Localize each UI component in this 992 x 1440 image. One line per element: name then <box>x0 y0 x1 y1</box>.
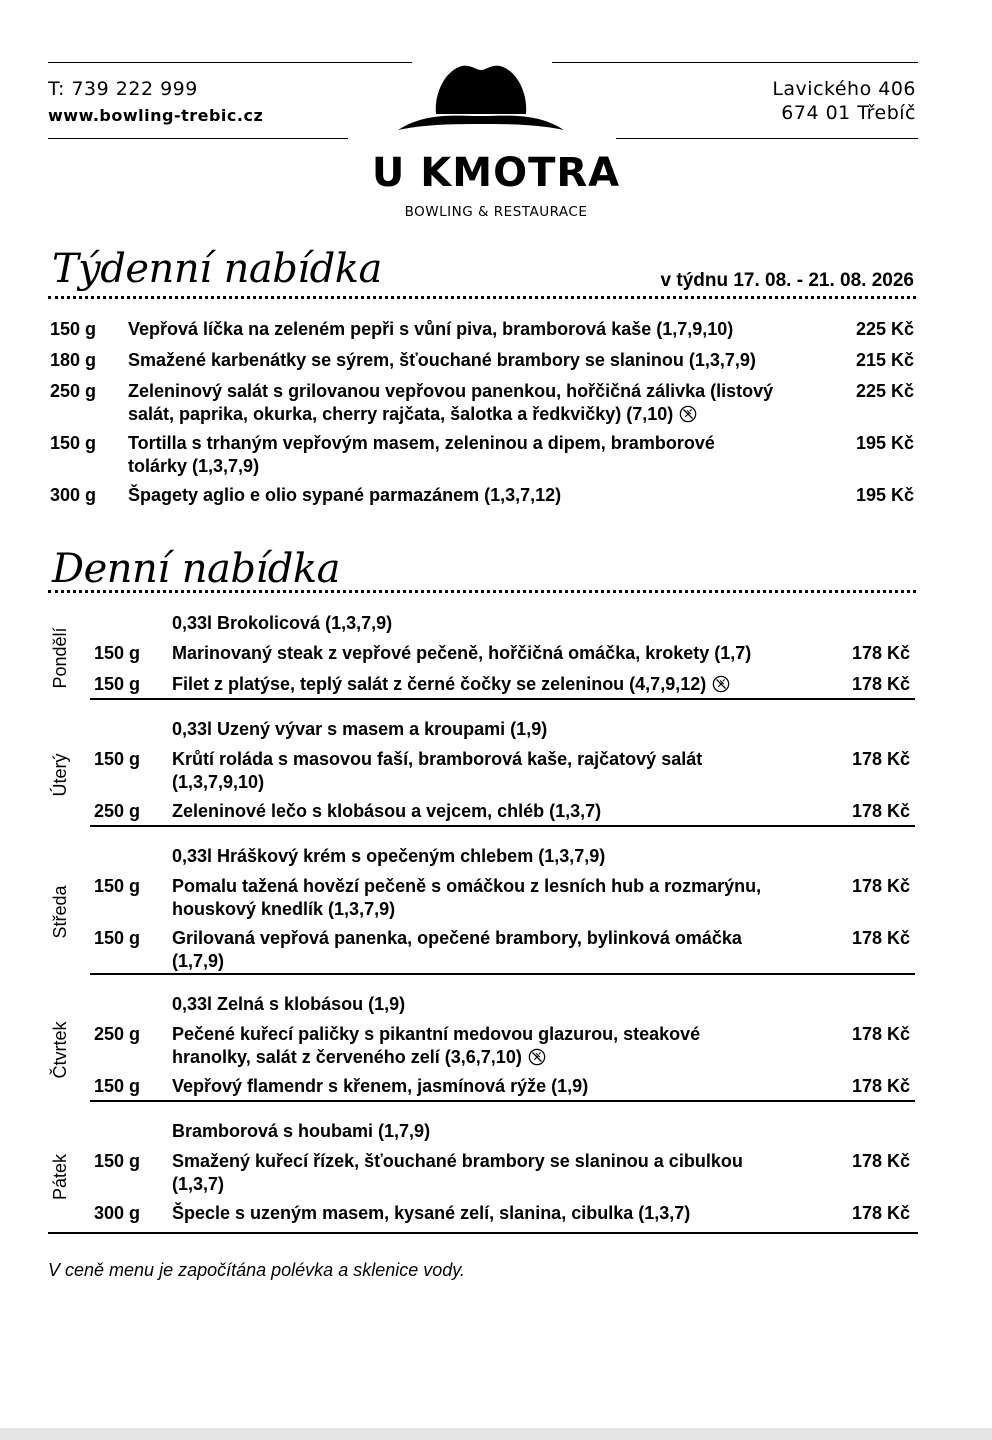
daily-title: Denní nabídka <box>52 546 340 592</box>
day-soup: Bramborová s houbami (1,7,9) <box>172 1121 431 1141</box>
day-soup: 0,33l Brokolicová (1,3,7,9) <box>172 613 393 633</box>
item-description: houskový knedlík (1,3,7,9) <box>172 899 396 919</box>
item-price: 178 Kč <box>851 1151 910 1171</box>
day-soup: 0,33l Zelná s klobásou (1,9) <box>172 994 406 1014</box>
item-price: 178 Kč <box>851 749 910 769</box>
item-price: 178 Kč <box>851 876 910 896</box>
week-range: v týdnu 17. 08. - 21. 08. 2026 <box>660 270 914 291</box>
item-description: Zeleninové lečo s klobásou a vejcem, chléb (1,3,7) <box>172 801 602 821</box>
item-price: 225 Kč <box>855 319 914 339</box>
brand-name: U KMOTRA <box>371 150 621 196</box>
daily-divider <box>48 590 916 593</box>
item-weight: 250 g <box>94 1024 141 1044</box>
item-weight: 300 g <box>50 485 97 505</box>
address-street: Lavického 406 <box>772 78 916 100</box>
item-description: Pečené kuřecí paličky s pikantní medovou glazurou, steakové <box>172 1024 701 1044</box>
item-description: tolárky (1,3,7,9) <box>128 456 260 476</box>
item-weight: 150 g <box>94 643 141 663</box>
item-description: Vepřová líčka na zeleném pepři s vůní piva, bramborová kaše (1,7,9,10) <box>128 319 734 339</box>
item-price: 178 Kč <box>851 643 910 663</box>
item-weight: 150 g <box>94 749 141 769</box>
item-description: (1,3,7) <box>172 1174 225 1194</box>
day-label: Pondělí <box>50 627 70 689</box>
item-weight: 300 g <box>94 1203 141 1223</box>
item-weight: 150 g <box>50 433 97 453</box>
item-description: Marinovaný steak z vepřové pečeně, hořčičná omáčka, krokety (1,7) <box>172 643 752 663</box>
phone: T: 739 222 999 <box>48 78 198 100</box>
item-weight: 150 g <box>94 1076 141 1096</box>
hat-logo-icon <box>396 62 566 142</box>
item-description: (1,3,7,9,10) <box>172 772 265 792</box>
item-price: 215 Kč <box>855 350 914 370</box>
item-price: 225 Kč <box>855 381 914 401</box>
item-description: Zeleninový salát s grilovanou vepřovou panenkou, hořčičná zálivka (listový <box>128 381 774 401</box>
item-description: Vepřový flamendr s křenem, jasmínová rýže (1,9) <box>172 1076 589 1096</box>
item-weight: 150 g <box>94 876 141 896</box>
item-description: Špecle s uzeným masem, kysané zelí, slanina, cibulka (1,3,7) <box>172 1203 691 1223</box>
item-price: 178 Kč <box>851 1024 910 1044</box>
item-weight: 150 g <box>94 674 141 694</box>
day-soup: 0,33l Uzený vývar s masem a kroupami (1,9) <box>172 719 548 739</box>
address-city: 674 01 Třebíč <box>781 102 916 124</box>
item-description: Grilovaná vepřová panenka, opečené brambory, bylinková omáčka <box>172 928 742 948</box>
item-price: 178 Kč <box>851 674 910 694</box>
day-label: Úterý <box>50 753 70 797</box>
item-description: Smažený kuřecí řízek, šťouchané brambory se slaninou a cibulkou <box>172 1151 743 1171</box>
item-price: 178 Kč <box>851 801 910 821</box>
bottom-bar <box>0 1428 992 1440</box>
day-separator <box>90 825 915 827</box>
footer-note: V ceně menu je započítána polévka a sklenice vody. <box>48 1260 465 1280</box>
item-weight: 180 g <box>50 350 97 370</box>
item-price: 195 Kč <box>855 433 914 453</box>
no-meat-icon <box>528 1048 546 1066</box>
day-separator <box>90 1100 915 1102</box>
day-soup: 0,33l Hráškový krém s opečeným chlebem (1,3,7,9) <box>172 846 606 866</box>
no-meat-icon <box>712 675 730 693</box>
day-separator <box>90 973 915 975</box>
item-description: salát, paprika, okurka, cherry rajčata, šalotka a ředkvičky) (7,10) <box>128 403 828 426</box>
no-meat-icon <box>679 405 697 423</box>
item-price: 195 Kč <box>855 485 914 505</box>
item-weight: 150 g <box>50 319 97 339</box>
item-weight: 250 g <box>94 801 141 821</box>
weekly-title: Týdenní nabídka <box>52 246 382 292</box>
item-description: Tortilla s trhaným vepřovým masem, zeleninou a dipem, bramborové <box>128 433 715 453</box>
item-description: Krůtí roláda s masovou faší, bramborová kaše, rajčatový salát <box>172 749 703 769</box>
item-description: (1,7,9) <box>172 951 225 971</box>
item-weight: 150 g <box>94 1151 141 1171</box>
day-label: Čtvrtek <box>50 1021 70 1079</box>
item-price: 178 Kč <box>851 1076 910 1096</box>
website[interactable]: www.bowling-trebic.cz <box>48 106 264 125</box>
item-price: 178 Kč <box>851 1203 910 1223</box>
weekly-divider <box>48 296 916 299</box>
item-description: Smažené karbenátky se sýrem, šťouchané brambory se slaninou (1,3,7,9) <box>128 350 756 370</box>
day-label: Středa <box>50 885 70 939</box>
item-weight: 250 g <box>50 381 97 401</box>
brand-subtitle: BOWLING & RESTAURACE <box>404 204 588 220</box>
day-separator <box>90 698 915 700</box>
day-label: Pátek <box>50 1153 70 1200</box>
item-weight: 150 g <box>94 928 141 948</box>
item-price: 178 Kč <box>851 928 910 948</box>
item-description: Pomalu tažená hovězí pečeně s omáčkou z lesních hub a rozmarýnu, <box>172 876 762 896</box>
item-description: hranolky, salát z červeného zelí (3,6,7,10) <box>172 1046 822 1069</box>
item-description: Filet z platýse, teplý salát z černé čočky se zeleninou (4,7,9,12) <box>172 673 822 696</box>
item-description: Špagety aglio e olio sypané parmazánem (1,3,7,12) <box>128 485 562 505</box>
